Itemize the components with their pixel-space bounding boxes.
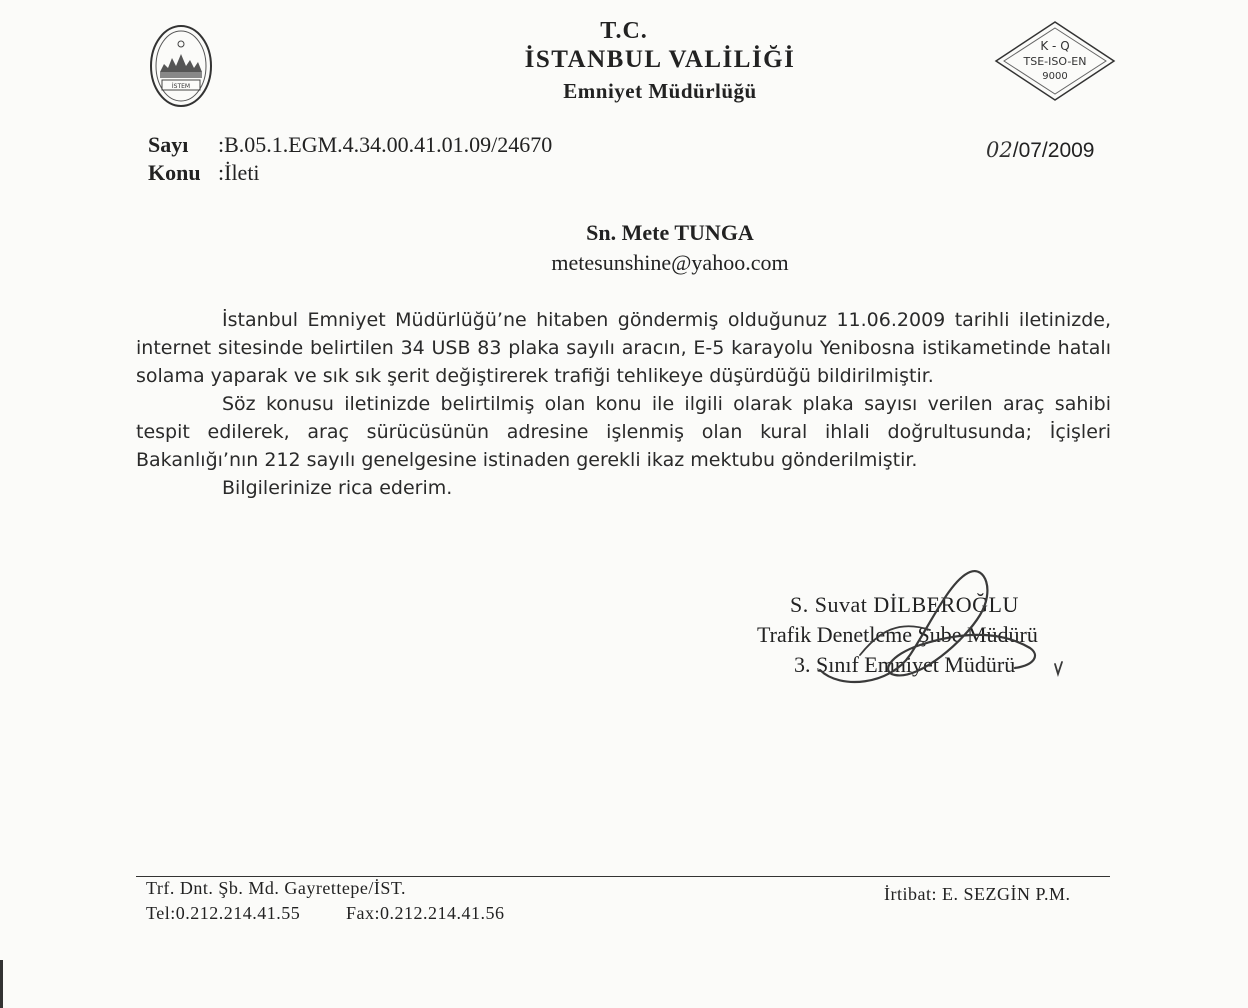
date-day-handwritten: 02 xyxy=(986,138,1013,162)
paragraph-3 xyxy=(136,474,1111,502)
addressee-email: metesunshine@yahoo.com xyxy=(551,250,789,275)
signatory-title: Trafik Denetleme Şube Müdürü xyxy=(757,622,1038,647)
header-emniyet: Emniyet Müdürlüğü xyxy=(563,79,757,103)
letter-body xyxy=(136,306,1111,502)
paragraph-2 xyxy=(136,390,1111,474)
header-tc: T.C. xyxy=(600,18,648,44)
handwritten-signature xyxy=(800,560,1070,700)
paragraph-2-text: Söz konusu iletinizde belirtilmiş olan konu ile ilgili olarak plaka sayısı verilen araç sahibi tespit edilerek, araç sürücüsünün adresine işlenmiş olan kural ihlali doğrultusunda; İçişleri Bakanlığı’nın 212 sayılı genelgesine istinaden gerekli ikaz mektubu gönderilmiştir. xyxy=(136,393,1111,471)
konu-value: :İleti xyxy=(218,160,260,185)
sayi-value: :B.05.1.EGM.4.34.00.41.01.09/24670 xyxy=(218,132,553,157)
scan-edge-mark xyxy=(0,960,3,1008)
iso-line-1: K - Q xyxy=(1040,39,1070,53)
document-date xyxy=(986,138,1094,163)
sayi-label: Sayı xyxy=(148,132,189,157)
addressee-name: Sn. Mete TUNGA xyxy=(586,220,754,245)
signatory-rank: 3. Sınıf Emniyet Müdürü xyxy=(794,652,1016,677)
paragraph-3-text: Bilgilerinize rica ederim. xyxy=(222,477,453,499)
footer-address: Trf. Dnt. Şb. Md. Gayrettepe/İST. xyxy=(146,878,406,898)
footer-phone: Tel:0.212.214.41.55 xyxy=(146,903,301,923)
konu-row xyxy=(148,160,260,186)
tse-iso-certification-logo xyxy=(994,20,1116,102)
sayi-row xyxy=(148,132,552,158)
iso-line-3: 9000 xyxy=(1042,71,1068,82)
header-valilik: İSTANBUL VALİLİĞİ xyxy=(524,46,796,73)
paragraph-1-text: İstanbul Emniyet Müdürlüğü’ne hitaben göndermiş olduğunuz 11.06.2009 tarihli iletinizde, internet sitesinde belirtilen 34 USB 83 plaka sayılı aracın, E-5 karayolu Yenibosna istikametinde hatalı solama yaparak ve sık sık şerit değiştirerek trafiği tehlikeye düşürdüğü bildirilmiştir. xyxy=(136,309,1111,387)
konu-label: Konu xyxy=(148,160,201,185)
signatory-name: S. Suvat DİLBEROĞLU xyxy=(790,592,1019,617)
paragraph-1 xyxy=(136,306,1111,390)
iso-line-2: TSE-ISO-EN xyxy=(1023,55,1087,68)
footer-fax: Fax:0.212.214.41.56 xyxy=(346,903,505,923)
emblem-label: İSTEM xyxy=(171,83,191,90)
footer-divider xyxy=(136,876,1110,877)
date-rest: /07/2009 xyxy=(1012,139,1095,162)
footer-contact: İrtibat: E. SEZGİN P.M. xyxy=(884,884,1071,904)
